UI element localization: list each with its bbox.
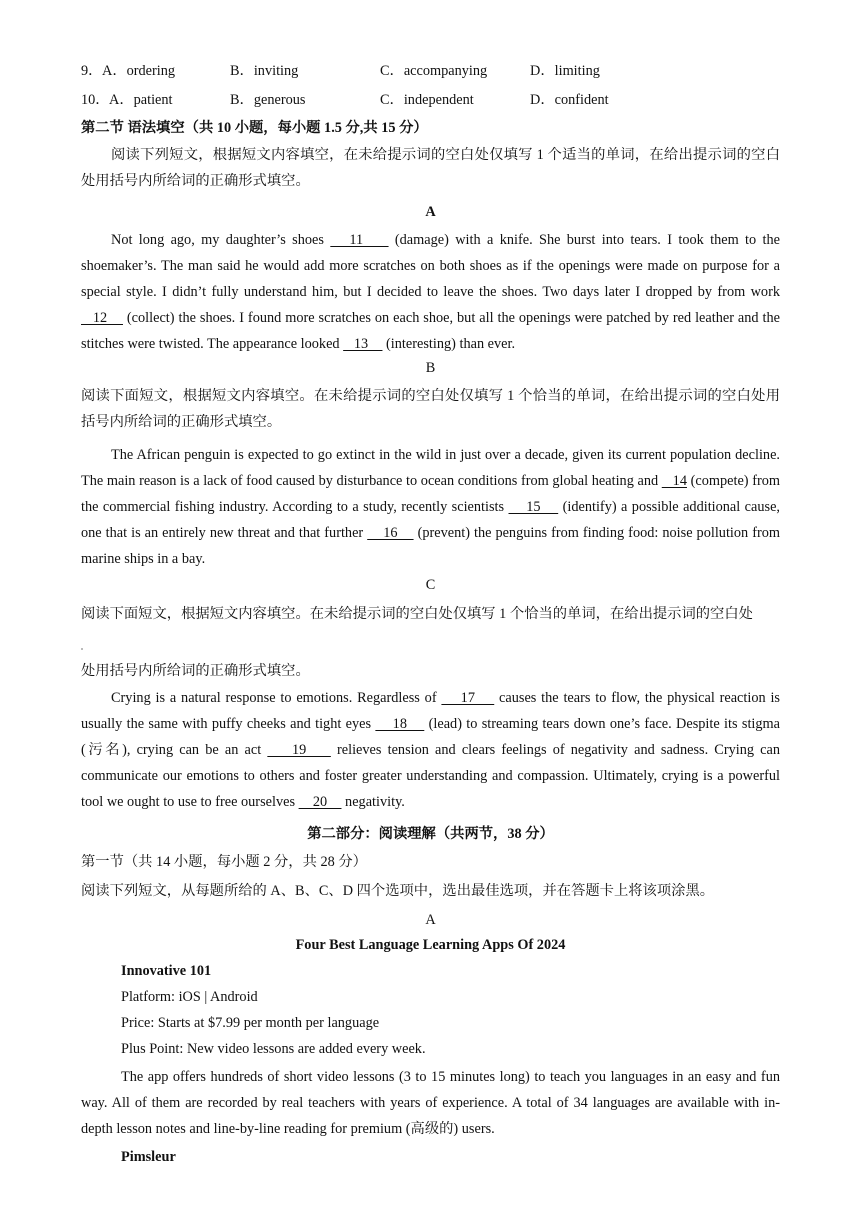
passage-b-instruction: 阅读下面短文，根据短文内容填空。在未给提示词的空白处仅填写 1 个恰当的单词，在给出提示词的空白处用括号内所给词的正确形式填空。: [81, 388, 780, 430]
option-b: B．inviting: [230, 63, 299, 79]
passage-b: The African penguin is expected to go extinct in the wild in just over a decade, given its current population decline. The main reason is a lack of food caused by disturbance to ocean conditions from global heating and 14 (compete) from the commercial fishing industry. According to a study, recently scientists 15 (identify) a possible additional cause, one that is an entirely new threat and that further 16 (prevent) the penguins from finding food: noise pollution from marine ships in a bay.: [81, 447, 780, 567]
question-number: 10．: [81, 92, 110, 108]
stray-dot: [81, 648, 83, 650]
passage-c-instruction-line2: 处用括号内所给词的正确形式填空。: [81, 663, 310, 679]
reading-label-a: A: [425, 912, 436, 928]
blank-20[interactable]: 20: [298, 794, 342, 810]
reading-title: Four Best Language Learning Apps Of 2024: [295, 937, 566, 953]
blank-16[interactable]: 16: [367, 525, 414, 541]
app-description: The app offers hundreds of short video lessons (3 to 15 minutes long) to teach you languages in an easy and fun way. All of them are recorded by real teachers with years of experience. A total of 34 languages are available with in-depth lesson notes and line-by-line reading for premium (高级的) users.: [81, 1069, 780, 1137]
passage-a: Not long ago, my daughter’s shoes 11 (damage) with a knife. She burst into tears. I took them to the shoemaker’s. The man said he would add more scratches on both shoes as if the openings were made on purpose for a special style. I didn’t fully understand him, but I decided to leave the shoes. Two days later I dropped by from work 12 (collect) the shoes. I found more scratches on each shoe, but all the openings were patched by red leather and the stitches were twisted. The appearance looked 13 (interesting) than ever.: [81, 232, 780, 352]
app-platform: Platform: iOS | Android: [121, 989, 258, 1005]
option-a: A．patient: [109, 92, 173, 108]
blank-19[interactable]: 19: [267, 742, 331, 758]
app-price: Price: Starts at $7.99 per month per language: [121, 1015, 380, 1031]
option-c: C．independent: [380, 92, 474, 108]
passage-label-b: B: [425, 360, 436, 376]
blank-18[interactable]: 18: [375, 716, 425, 732]
blank-15[interactable]: 15: [508, 499, 559, 515]
passage-c-instruction-line1: 阅读下面短文，根据短文内容填空。在未给提示词的空白处仅填写 1 个恰当的单词，在给出提示词的空白处: [81, 606, 753, 622]
app-plus-point: Plus Point: New video lessons are added every week.: [121, 1041, 426, 1057]
blank-12[interactable]: 12: [81, 310, 123, 326]
part-instruction: 阅读下列短文，从每题所给的 A、B、C、D 四个选项中，选出最佳选项，并在答题卡上将该项涂黑。: [81, 883, 715, 899]
app-name: Innovative 101: [121, 963, 212, 979]
blank-17[interactable]: 17: [441, 690, 495, 706]
option-d: D．confident: [530, 92, 609, 108]
blank-11[interactable]: 11: [330, 232, 389, 248]
option-b: B．generous: [230, 92, 306, 108]
section-instruction: 阅读下列短文，根据短文内容填空，在未给提示词的空白处仅填写 1 个适当的单词，在给出提示词的空白处用括号内所给词的正确形式填空。: [81, 147, 780, 189]
blank-13[interactable]: 13: [343, 336, 383, 352]
part-section1: 第一节（共 14 小题，每小题 2 分，共 28 分）: [81, 854, 367, 870]
passage-label-c: C: [425, 577, 436, 593]
section-heading: 第二节 语法填空（共 10 小题，每小题 1.5 分,共 15 分）: [81, 120, 428, 136]
blank-14[interactable]: 14: [661, 473, 687, 489]
passage-label-a: A: [425, 204, 436, 220]
option-d: D．limiting: [530, 63, 600, 79]
app-name: Pimsleur: [121, 1149, 176, 1165]
question-number: 9．: [81, 63, 103, 79]
option-a: A．ordering: [102, 63, 176, 79]
passage-c: Crying is a natural response to emotions. Regardless of 17 causes the tears to flow, the physical reaction is usually the same with puffy cheeks and tight eyes 18 (lead) to streaming tears down one’s face. Despite its stigma (污名), crying can be an act 19 relieves tension and clears feelings of negativity and sadness. Crying can communicate our emotions to others and foster greater understanding and compassion. Ultimately, crying is a powerful tool we ought to use to free ourselves 20 negativity.: [81, 690, 781, 810]
option-c: C．accompanying: [380, 63, 488, 79]
part-heading: 第二部分：阅读理解（共两节，38 分）: [307, 826, 554, 842]
